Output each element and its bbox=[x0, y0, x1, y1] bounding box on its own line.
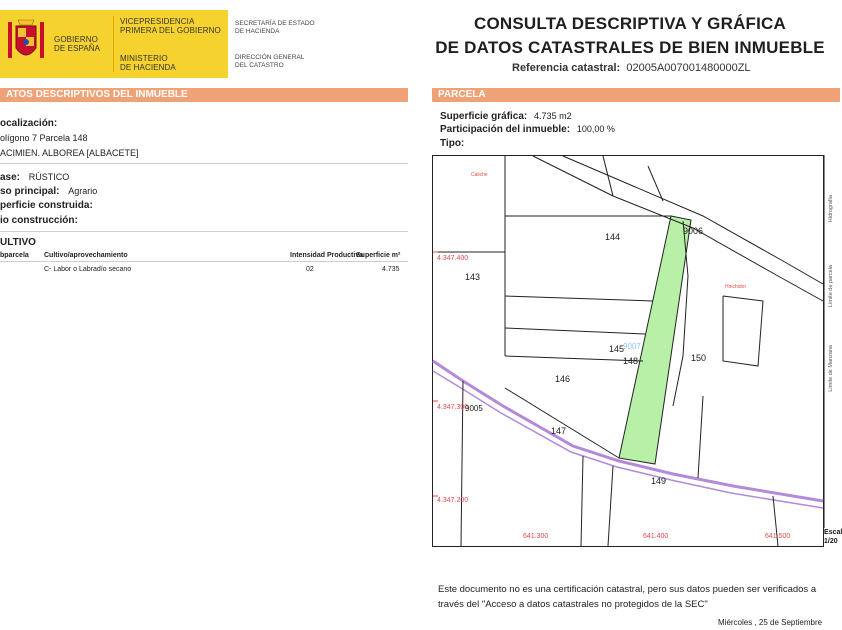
col-cultivo: Cultivo/aprovechamiento bbox=[44, 252, 128, 259]
coord-label-x3: 641.500 bbox=[765, 533, 791, 540]
participacion-value: 100,00 % bbox=[576, 124, 615, 134]
parcel-label-9006: 9006 bbox=[683, 226, 704, 236]
vicepresidencia-text: VICEPRESIDENCIA PRIMERA DEL GOBIERNO bbox=[120, 17, 221, 35]
tipo-label: Tipo: bbox=[440, 138, 465, 149]
direccion-text: DIRECCIÓN GENERAL DEL CATASTRO bbox=[235, 54, 305, 69]
row-cultivo: C- Labor o Labradío secano bbox=[44, 266, 132, 273]
localizacion-label: ocalización: bbox=[0, 118, 58, 129]
clase-label: ase: RÚSTICO bbox=[0, 172, 70, 183]
participacion-label: Participación del inmueble: 100,00 % bbox=[440, 124, 615, 135]
uso-value: Agrario bbox=[68, 186, 98, 196]
secretaria-text: SECRETARÍA DE ESTADO DE HACIENDA bbox=[235, 20, 315, 35]
map-legend-strip bbox=[824, 155, 840, 528]
legend-limite-manzana: Límite de Manzana bbox=[828, 345, 834, 392]
parcel-label-144: 144 bbox=[605, 232, 621, 242]
document-title: CONSULTA DESCRIPTIVA Y GRÁFICA DE DATOS CATASTRALES DE BIEN INMUEBLE bbox=[435, 14, 825, 57]
divider bbox=[0, 231, 408, 232]
table-row bbox=[0, 264, 408, 276]
cultivo-title: ULTIVO bbox=[0, 237, 36, 248]
ministerio-text: MINISTERIO DE HACIENDA bbox=[120, 54, 176, 72]
row-superficie: 4.735 bbox=[382, 266, 400, 273]
referencia-catastral: Referencia catastral: 02005A007001480000ZL bbox=[512, 62, 751, 74]
coord-label-y2: 4.347.300 bbox=[437, 404, 469, 411]
coord-label-x2: 641.400 bbox=[643, 533, 669, 540]
map-side-label: Hinchidor bbox=[725, 284, 747, 290]
parcel-label-147: 147 bbox=[551, 426, 567, 436]
header-separator bbox=[113, 16, 114, 72]
parcel-label-145: 145 bbox=[609, 344, 625, 354]
anio-construccion-label: io construcción: bbox=[0, 215, 78, 226]
clase-value: RÚSTICO bbox=[28, 172, 70, 182]
disclaimer-text: Este documento no es una certificación catastral, pero sus datos pueden ser verificados a través del "Acceso a datos catastrales no protegidos de la SEC" bbox=[438, 584, 817, 610]
legend-hidrografia: Hidrografía bbox=[828, 195, 834, 223]
section-bar-descriptivos: ATOS DESCRIPTIVOS DEL INMUEBLE bbox=[0, 88, 408, 102]
gov-espana-text: GOBIERNO DE ESPAÑA bbox=[54, 35, 101, 53]
parcel-label-150: 150 bbox=[691, 353, 707, 363]
table-header-divider bbox=[0, 261, 408, 262]
cadastral-map bbox=[432, 155, 824, 547]
localizacion-line1: olígono 7 Parcela 148 bbox=[0, 133, 88, 143]
col-subparcela: bparcela bbox=[0, 252, 29, 259]
parcel-label-146: 146 bbox=[555, 374, 571, 384]
uso-label: so principal: Agrario bbox=[0, 186, 98, 197]
superficie-grafica-label: Superficie gráfica: 4.735 m2 bbox=[440, 111, 572, 122]
divider bbox=[0, 163, 408, 164]
parcel-148-shape bbox=[619, 216, 691, 464]
coat-of-arms-icon bbox=[4, 16, 48, 68]
map-top-label: Caliche bbox=[471, 172, 488, 178]
coord-label-y3: 4.347.200 bbox=[437, 497, 469, 504]
map-svg bbox=[433, 156, 823, 546]
section-bar-parcela: PARCELA bbox=[432, 88, 840, 102]
coord-label-x1: 641.300 bbox=[523, 533, 549, 540]
row-intensidad: 02 bbox=[306, 266, 314, 273]
legend-limite-parcela: Límite de parcela bbox=[828, 265, 834, 308]
parcel-label-148: 148 bbox=[623, 356, 639, 366]
superficie-construida-label: perficie construida: bbox=[0, 200, 93, 211]
parcel-label-9007: 9007 bbox=[623, 342, 641, 351]
footer-date: Miércoles , 25 de Septiembre bbox=[718, 618, 823, 627]
coord-label-y1: 4.347.400 bbox=[437, 255, 469, 262]
map-scale: Escal 1/20 bbox=[824, 529, 842, 545]
superficie-grafica-value: 4.735 m2 bbox=[534, 111, 572, 121]
col-superficie: Superficie m² bbox=[356, 252, 401, 259]
col-intensidad: Intensidad Productiva bbox=[290, 252, 364, 259]
localizacion-line2: ACIMIEN. ALBOREA [ALBACETE] bbox=[0, 148, 139, 158]
referencia-value: 02005A007001480000ZL bbox=[626, 62, 751, 74]
parcel-label-143: 143 bbox=[465, 272, 481, 282]
parcel-label-149: 149 bbox=[651, 476, 667, 486]
parcel-label-9005: 9005 bbox=[465, 404, 483, 413]
